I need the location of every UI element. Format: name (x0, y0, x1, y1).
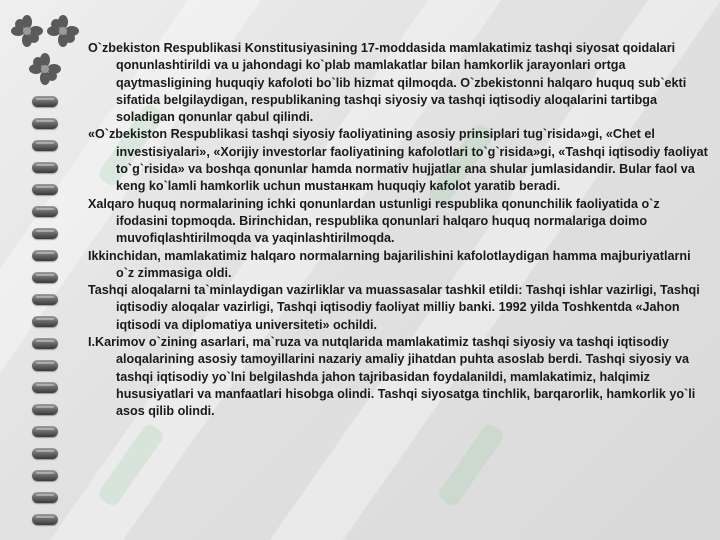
ladder-rung-ornament (32, 250, 58, 261)
ladder-rung-ornament (32, 206, 58, 217)
paragraph: O`zbekiston Respublikasi Konstitusiyasining 17-moddasida mamlakatimiz tashqi siyosat qoidalari qonunlashtirildi va u jahondagi ko`plab mamlakatlar bilan hamkorlik jarayonlari ortga qaytmasligining huquqiy kafoloti bo`lib hizmat qilmoqda. O`zbekistonni halqaro huquq sub`ekti sifatida belgilaydigan, respublikaning tashqi siyosiy va tashqi iqtisodiy aloqalarini tartibga soladigan qonunlar qabul qilindi. (88, 41, 687, 125)
paragraph: «O`zbekiston Respublikasi tashqi siyosiy faoliyatining asosiy prinsiplari tug`risida»gi, «Chet el investisiyalari», «Xorijiy investorlar faoliyatining kafolotlari to`g`risida»gi, «Tashqi iqtisodiy faoliyat to`g`risida» va boshqa qonunlar hamda normativ hujjatlar ana shular jumlasidandir. Bular faol va keng ko`lamli hamkorlik uchun mustaнкam huquqiy kafolot yaratib beradi. (88, 127, 708, 194)
ladder-rung-ornament (32, 338, 58, 349)
ladder-rung-ornament (32, 118, 58, 129)
left-ornament-column (0, 0, 80, 540)
ladder-rung-ornament (32, 448, 58, 459)
flower-ornament-icon (46, 14, 80, 48)
ladder-rung-ornament (32, 382, 58, 393)
ladder-rung-ornament (32, 426, 58, 437)
paragraph: I.Karimov o`zining asarlari, ma`ruza va nutqlarida mamlakatimiz tashqi siyosiy va tashqi iqtisodiy aloqalarining asosiy tamoyillarini nazariy amaliy jihatdan puhta asoslab berdi. Tashqi siyosiy va tashqi iqtisodiy yo`lni belgilashda jahon tajribasidan foydalanildi, mamlakatimiz, halqimiz hususiyatlari va manfaatlari hisobga olindi. Tashqi siyosatga tinchlik, barqarorlik, hamkorlik yo`li asos qilib olindi. (88, 335, 696, 419)
ladder-rung-ornament (32, 184, 58, 195)
paragraph: Xalqaro huquq normalarining ichki qonunlardan ustunligi respublika qonunchilik faoliyatida o`z ifodasini topmoqda. Birinchidan, respublika qonunlari halqaro huquq normalariga doimo muvofiqlashtirilmoqda va yaqinlashtirilmoqda. (88, 196, 660, 246)
watermark-shape (436, 422, 506, 508)
ladder-rung-ornament (32, 360, 58, 371)
flower-ornament-icon (28, 52, 62, 86)
ladder-rung-ornament (32, 492, 58, 503)
ladder-rung-ornament (32, 162, 58, 173)
ladder-rung-ornament (32, 470, 58, 481)
ladder-rung-ornament (32, 316, 58, 327)
paragraph: Ikkinchidan, mamlakatimiz halqaro normalarning bajarilishini kafolotlaydigan hamma majburiyatlarni o`z zimmasiga oldi. (88, 248, 691, 280)
ladder-rung-ornament (32, 294, 58, 305)
ladder-rung-ornament (32, 514, 58, 525)
slide-body-text (88, 40, 712, 421)
ladder-rung-ornament (32, 96, 58, 107)
ladder-rung-ornament (32, 272, 58, 283)
flower-ornament-icon (10, 14, 44, 48)
ladder-rung-ornament (32, 228, 58, 239)
ladder-rung-ornament (32, 140, 58, 151)
ladder-rung-ornament (32, 404, 58, 415)
paragraph: Tashqi aloqalarni ta`minlaydigan vazirliklar va muassasalar tashkil etildi: Tashqi ishlar vazirligi, Tashqi iqtisodiy aloqalar vazirligi, Tashqi iqtisodiy faoliyat milliy banki. 1992 yilda Toshkentda «Jahon iqtisodi va diplomatiya universiteti» ochildi. (88, 283, 700, 332)
